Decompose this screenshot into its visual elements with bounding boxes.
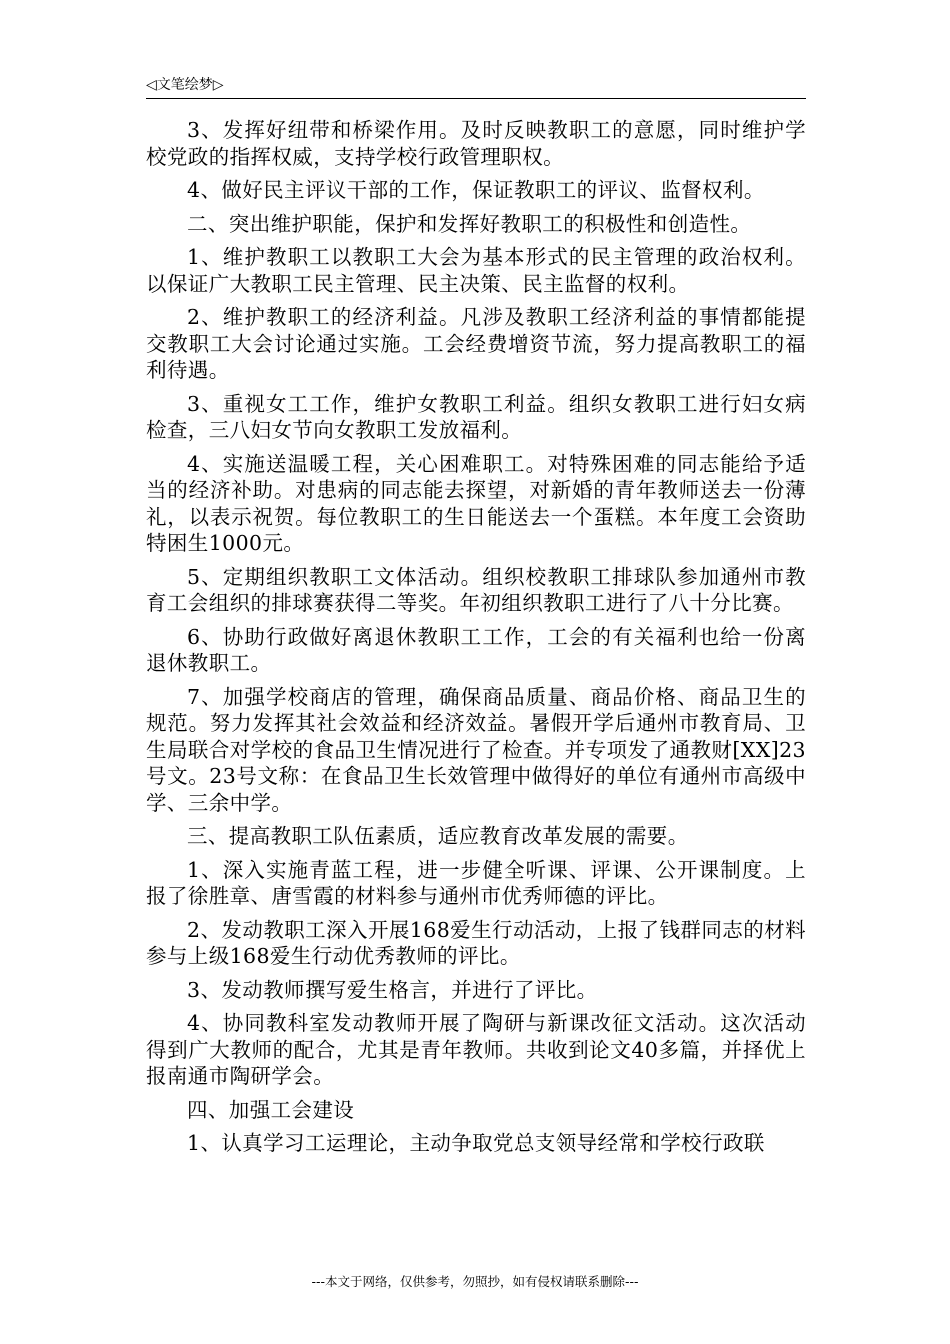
paragraph: 5、定期组织教职工文体活动。组织校教职工排球队参加通州市教育工会组织的排球赛获得二等奖。年初组织教职工进行了八十分比赛。	[146, 564, 806, 615]
page-header	[146, 76, 806, 99]
paragraph: 4、做好民主评议干部的工作，保证教职工的评议、监督权利。	[187, 178, 765, 202]
footer-notice: ---本文于网络，仅供参考，勿照抄，如有侵权请联系删除---	[311, 1274, 639, 1289]
section-heading: 四、加强工会建设	[187, 1097, 355, 1122]
section-heading: 二、突出维护职能，保护和发挥好教职工的积极性和创造性。	[187, 211, 752, 236]
paragraph: 6、协助行政做好离退休教职工工作，工会的有关福利也给一份离退休教职工。	[146, 624, 806, 675]
header-title: ◁文笔绘梦▷	[146, 77, 224, 93]
paragraph: 3、发动教师撰写爱生格言，并进行了评比。	[187, 977, 598, 1002]
paragraph: 3、发挥好纽带和桥梁作用。及时反映教职工的意愿，同时维护学校党政的指挥权威，支持学校行政管理职权。	[146, 118, 806, 169]
paragraph: 4、协同教科室发动教师开展了陶研与新课改征文活动。这次活动得到广大教师的配合，尤其是青年教师。共收到论文40多篇，并择优上报南通市陶研学会。	[146, 1011, 806, 1088]
paragraph: 2、发动教职工深入开展168爱生行动活动，上报了钱群同志的材料参与上级168爱生行动优秀教师的评比。	[146, 917, 806, 968]
paragraph: 7、加强学校商店的管理，确保商品质量、商品价格、商品卫生的规范。努力发挥其社会效益和经济效益。暑假开学后通州市教育局、卫生局联合对学校的食品卫生情况进行了检查。并专项发了通教财[XX]23号文。23号文称：在食品卫生长效管理中做得好的单位有通州市高级中学、三余中学。	[146, 684, 806, 815]
paragraph: 2、维护教职工的经济利益。凡涉及教职工经济利益的事情都能提交教职工大会讨论通过实施。工会经费增资节流，努力提高教职工的福利待遇。	[146, 305, 806, 382]
document-body	[146, 117, 806, 1164]
paragraph: 1、深入实施青蓝工程，进一步健全听课、评课、公开课制度。上报了徐胜章、唐雪霞的材料参与通州市优秀师德的评比。	[146, 857, 806, 908]
paragraph: 1、维护教职工以教职工大会为基本形式的民主管理的政治权利。以保证广大教职工民主管理、民主决策、民主监督的权利。	[146, 245, 806, 296]
paragraph: 1、认真学习工运理论，主动争取党总支领导经常和学校行政联	[187, 1131, 765, 1155]
paragraph: 4、实施送温暖工程，关心困难职工。对特殊困难的同志能给予适当的经济补助。对患病的同志能去探望，对新婚的青年教师送去一份薄礼，以表示祝贺。每位教职工的生日能送去一个蛋糕。本年度工会资助特困生1000元。	[146, 451, 806, 555]
paragraph: 3、重视女工工作，维护女教职工利益。组织女教职工进行妇女病检查，三八妇女节向女教职工发放福利。	[146, 391, 806, 442]
section-heading: 三、提高教职工队伍素质，适应教育改革发展的需要。	[187, 824, 689, 848]
